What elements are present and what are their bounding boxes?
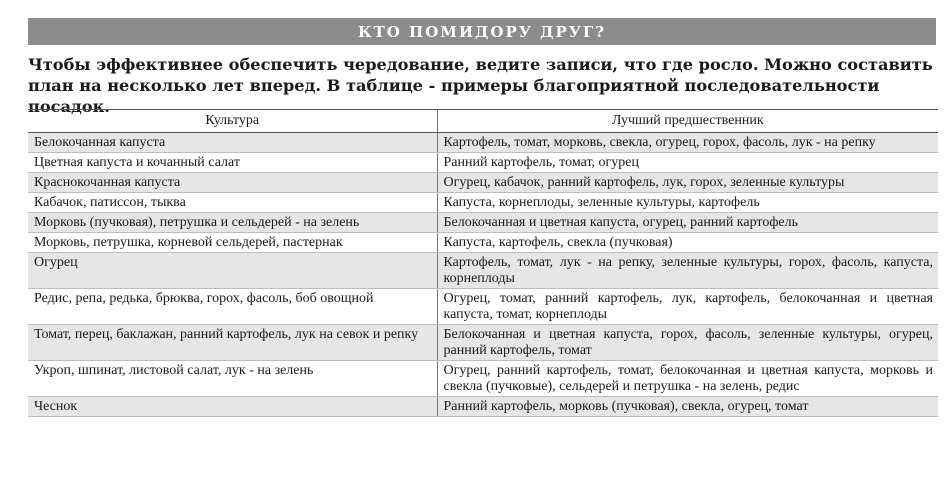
crop-cell: Белокочанная капуста (28, 133, 437, 153)
table-row (28, 361, 938, 397)
crop-cell: Краснокочанная капуста (28, 173, 437, 193)
page-title: КТО ПОМИДОРУ ДРУГ? (357, 22, 607, 41)
table-row (28, 289, 938, 325)
crop-cell: Цветная капуста и кочанный салат (28, 153, 437, 173)
title-bar (28, 18, 936, 45)
crop-cell: Кабачок, патиссон, тыква (28, 193, 437, 213)
table-row (28, 397, 938, 417)
predecessor-cell: Огурец, ранний картофель, томат, белокочанная и цветная капуста, морковь и свекла (пучковые), сельдерей и петрушка - на зелень, редис (437, 361, 938, 397)
predecessor-cell: Капуста, картофель, свекла (пучковая) (437, 233, 938, 253)
table-row (28, 193, 938, 213)
crop-cell: Морковь, петрушка, корневой сельдерей, пастернак (28, 233, 437, 253)
crop-cell: Томат, перец, баклажан, ранний картофель, лук на севок и репку (28, 325, 437, 361)
predecessor-cell: Белокочанная и цветная капуста, огурец, ранний картофель (437, 213, 938, 233)
crop-cell: Огурец (28, 253, 437, 289)
table-row (28, 325, 938, 361)
header-predecessor: Лучший предшественник (437, 110, 938, 133)
crop-cell: Морковь (пучковая), петрушка и сельдерей - на зелень (28, 213, 437, 233)
table-row (28, 133, 938, 153)
crop-cell: Чеснок (28, 397, 437, 417)
predecessor-cell: Капуста, корнеплоды, зеленные культуры, картофель (437, 193, 938, 213)
intro-text: Чтобы эффективнее обеспечить чередование, ведите записи, что где росло. Можно составить план на несколько лет вперед. В таблице - примеры благоприятной последовательности посадок. (28, 55, 933, 116)
table-row (28, 213, 938, 233)
predecessor-cell: Ранний картофель, морковь (пучковая), свекла, огурец, томат (437, 397, 938, 417)
table-header-row (28, 110, 938, 133)
predecessor-cell: Белокочанная и цветная капуста, горох, фасоль, зеленные культуры, огурец, ранний картофель, томат (437, 325, 938, 361)
crop-cell: Редис, репа, редька, брюква, горох, фасоль, боб овощной (28, 289, 437, 325)
predecessor-cell: Картофель, томат, лук - на репку, зеленные культуры, горох, фасоль, капуста, корнеплоды (437, 253, 938, 289)
table-row (28, 173, 938, 193)
table-row (28, 253, 938, 289)
crop-cell: Укроп, шпинат, листовой салат, лук - на зелень (28, 361, 437, 397)
table-row (28, 233, 938, 253)
crop-rotation-table (28, 109, 938, 417)
header-crop: Культура (28, 110, 437, 133)
predecessor-cell: Ранний картофель, томат, огурец (437, 153, 938, 173)
predecessor-cell: Картофель, томат, морковь, свекла, огурец, горох, фасоль, лук - на репку (437, 133, 938, 153)
table-row (28, 153, 938, 173)
predecessor-cell: Огурец, томат, ранний картофель, лук, картофель, белокочанная и цветная капуста, томат, корнеплоды (437, 289, 938, 325)
predecessor-cell: Огурец, кабачок, ранний картофель, лук, горох, зеленные культуры (437, 173, 938, 193)
